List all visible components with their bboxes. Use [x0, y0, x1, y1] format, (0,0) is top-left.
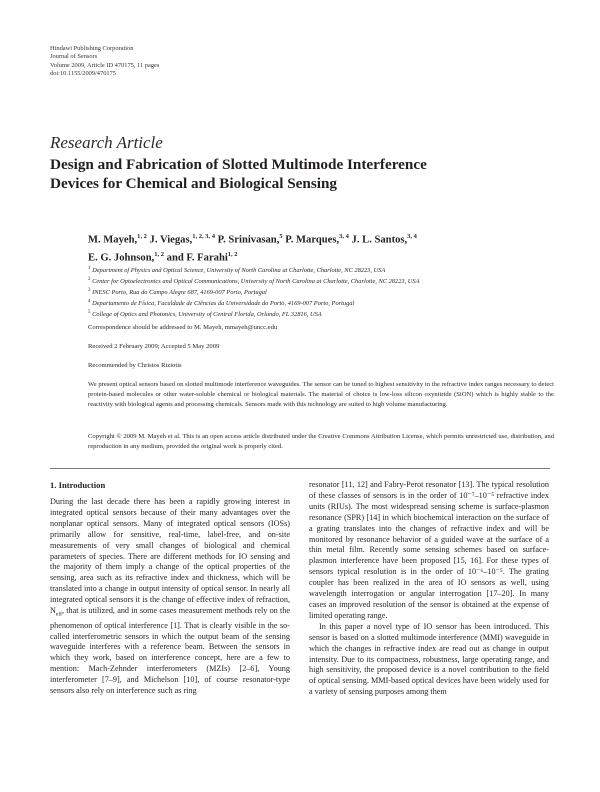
volume-info: Volume 2009, Article ID 470175, 11 pages	[50, 61, 160, 69]
affiliation-item: $^5$ College of Optics and Photonics, University of Central Florida, Orlando, FL 32816, USA	[88, 310, 322, 319]
author-affil-sup: 1, 2, 3, 4	[192, 233, 215, 240]
author-name: P. Srinivasan,	[217, 234, 280, 246]
author-affil-sup: 3, 4	[407, 233, 417, 240]
affiliations	[88, 265, 558, 320]
paper-title	[50, 155, 550, 193]
author-affil-sup: 1, 2	[154, 251, 164, 259]
title-line-1: Design and Fabrication of Slotted Multimode Interference	[50, 156, 427, 173]
correspondence: Correspondence should be addressed to M. Mayeh, mmayeh@uncc.edu	[88, 324, 278, 331]
publisher: Hindawi Publishing Corporation	[50, 45, 134, 52]
author-name: J. L. Santos,	[351, 234, 408, 246]
body-paragraph: resonator [11, 12] and Fabry-Perot resonator [13]. The typical resolution of these classes of sensors is in the order of 10⁻⁷–10⁻⁵ refractive index units (RIUs). The most widespread sensing scheme is surface-plasmon resonance (SPR) [14] in which biochemical interaction on the surface of a grating translates into the changes of refractive index and will be monitored by resonance behavior of a guided wave at the surface of a thin metal film. Recently some sensing schemes based on surface-plasmon interference have been proposed [15, 16]. For these types of sensors typical resolution is in the order of 10⁻⁶–10⁻⁵. The grating coupler has been realized in the area of IO sensors as well, using wavelength interrogation or angular interrogation [17–20]. In many cases an improved resolution of the sensor is obtained at the expense of limited operating range.	[309, 480, 549, 620]
right-column	[309, 480, 549, 698]
author-affil-sup: 3, 4	[339, 233, 349, 240]
abstract: We present optical sensors based on slotted multimode interference waveguides. The sensor can be tuned to highest sensitivity in the refractive index ranges necessary to detect protein-based molecules or other water-soluble chemical or biological materials. The material of choice is low-loss silicon oxynitride (SiON) which is highly stable to the reactivity with biological agents and processing chemicals. Sensors made with this technology are suited to high volume manufacturing.	[88, 381, 554, 409]
affiliation-item: $^4$ Departamento de Física, Faculdade de Ciências da Universidade do Porto, 4169-007 Porto, Portugal	[88, 299, 355, 308]
author-affil-sup: 5	[279, 233, 283, 240]
body-paragraph: In this paper a novel type of IO sensor has been introduced. This sensor is based on a slotted multimode interference (MMI) waveguide in which the changes in refractive index are read out as change in output intensity. Due to its compactness, robustness, large operating range, and high sensitivity, the proposed device is a novel contribution to the field of optical sensing. MMI-based optical devices have been widely used for a variety of sensing purposes among them	[309, 621, 549, 697]
author-name: J. Viegas,	[149, 234, 193, 246]
affiliation-item: $^3$ INESC Porto, Rua do Campo Alegre 687, 4169-007 Porto, Portugal	[88, 288, 267, 297]
recommended-by: Recommended by Christos Riziotis	[88, 362, 182, 369]
affiliation-item: $^1$ Department of Physics and Optical Science, University of North Carolina at Charlotte, Charlotte, NC 28223, USA	[88, 266, 386, 275]
left-column	[50, 480, 290, 697]
article-type: Research Article	[50, 133, 163, 152]
author-line-2	[88, 248, 558, 266]
author-name: M. Mayeh,	[88, 234, 138, 246]
doi: doi:10.1155/2009/470175	[50, 70, 116, 78]
author-affil-sup: 1, 2	[137, 233, 147, 240]
author-list	[88, 230, 558, 266]
body-paragraph: During the last decade there has been a rapidly growing interest in integrated optical sensors because of their many advantages over the nonplanar optical sensors. Many of integrated optical sensors (IOSs) primarily allow for sensitive, real-time, label-free, and on-site measurements of very small changes of biological and chemical parameters of species. There are different methods for IO sensing and the majority of them imply a change of the optical properties of the sensing, area such as its refractive index and thickness, which will be translated into a change in output intensity of optical sensor. In nearly all integrated optical sensors it is the change of effective index of refraction, $N_{eff}$, that is utilized, and in some cases measurement methods rely on the phenomenon of optical interference [1]. That is clearly visible in the so-called interferometric sensors in which the output beam of the sensing waveguide interferes with a reference beam. Between the sensors in which they work, based on interference concept, here are a few to mention: Mach-Zehnder interferometers (MZIs) [2–6], Young interferometer [7–9], and Michelson [10], of course resonator-type sensors also rely on interference such as ring	[50, 497, 290, 696]
section-divider	[50, 468, 550, 469]
author-name: E. G. Johnson,	[88, 252, 155, 264]
section-heading-introduction: 1. Introduction	[50, 480, 106, 490]
copyright-notice: Copyright © 2009 M. Mayeh et al. This is an open access article distributed under the Creative Commons Attribution License, which permits unrestricted use, distribution, and reproduction in any medium, provided the original work is properly cited.	[88, 433, 554, 451]
title-line-2: Devices for Chemical and Biological Sensing	[50, 175, 338, 192]
received-dates: Received 2 February 2009; Accepted 5 May 2009	[88, 343, 220, 350]
author-line-1	[88, 230, 558, 248]
author-name: and F. Farahi	[166, 252, 228, 264]
journal-name: Journal of Sensors	[50, 53, 98, 61]
author-name: P. Marques,	[285, 234, 340, 246]
journal-header	[50, 45, 159, 79]
affiliation-item: $^2$ Center for Optoelectronics and Optical Communications, University of North Carolina at Charlotte, Charlotte, NC 28223, USA	[88, 277, 420, 286]
author-affil-sup: 1, 2	[227, 251, 238, 259]
